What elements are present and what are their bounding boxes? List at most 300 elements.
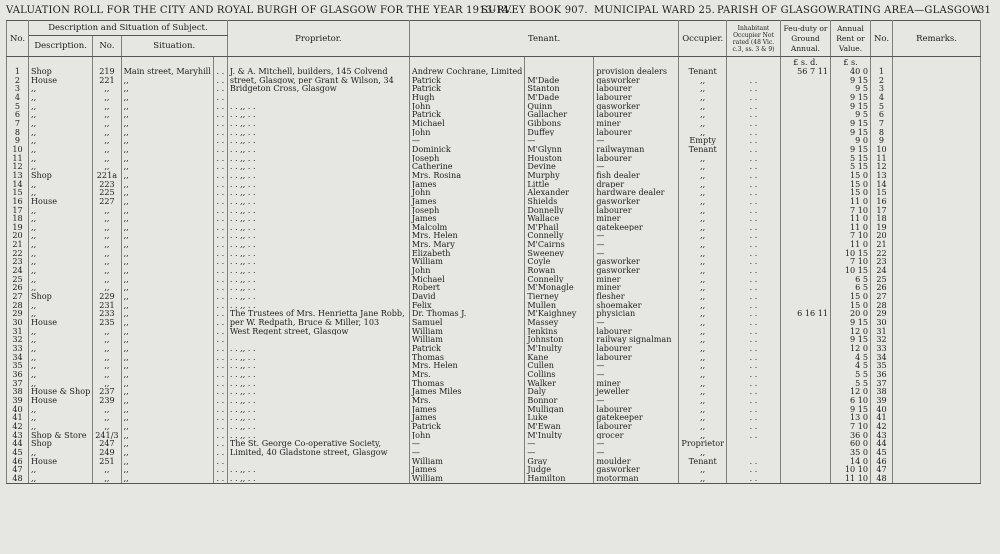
inhabitant-cell: . . [727, 76, 781, 85]
inhabitant-cell: . . [727, 292, 781, 301]
table-row [7, 102, 981, 111]
situation-cell: ,, [121, 136, 213, 145]
rating-area: RATING AREA—GLASGOW [838, 5, 981, 16]
tenant-first-name-cell: Dr. Thomas J. [409, 309, 525, 318]
row-number-right: 7 [871, 119, 893, 128]
proprietor-cell: . . ,, . . [227, 344, 409, 353]
inhabitant-cell: . . [727, 240, 781, 249]
situation-dots-cell: . . [213, 344, 227, 353]
street-number-cell: ,, [93, 119, 121, 128]
table-row [7, 171, 981, 180]
col-no-right: No. [871, 21, 893, 57]
description-cell: ,, [29, 231, 93, 240]
row-number-right: 11 [871, 154, 893, 163]
feu-duty-cell [781, 206, 831, 215]
row-number: 40 [7, 405, 29, 414]
street-number-cell: ,, [93, 128, 121, 137]
occupier-cell: ,, [679, 379, 727, 388]
annual-rent-cell: 9 15 [831, 318, 871, 327]
annual-rent-cell: 5 15 [831, 154, 871, 163]
remarks-cell [893, 197, 981, 206]
row-number: 36 [7, 370, 29, 379]
row-number: 10 [7, 145, 29, 154]
tenant-surname-cell: Shields [525, 197, 594, 206]
remarks-cell [893, 154, 981, 163]
row-number: 41 [7, 413, 29, 422]
table-row [7, 266, 981, 275]
remarks-cell [893, 413, 981, 422]
row-number-right: 12 [871, 162, 893, 171]
situation-cell: ,, [121, 180, 213, 189]
feu-duty-cell [781, 223, 831, 232]
row-number: 8 [7, 128, 29, 137]
proprietor-cell: . . ,, . . [227, 119, 409, 128]
annual-rent-cell: 9 5 [831, 110, 871, 119]
street-number-cell: 235 [93, 318, 121, 327]
situation-cell: ,, [121, 84, 213, 93]
proprietor-cell: . . ,, . . [227, 387, 409, 396]
tenant-occupation-cell: — [594, 396, 679, 405]
row-number: 18 [7, 214, 29, 223]
inhabitant-cell: . . [727, 93, 781, 102]
inhabitant-cell: . . [727, 457, 781, 466]
feu-duty-cell [781, 180, 831, 189]
proprietor-cell: Limited, 40 Gladstone street, Glasgow [227, 448, 409, 457]
feu-duty-cell [781, 214, 831, 223]
occupier-cell: ,, [679, 474, 727, 483]
table-row [7, 84, 981, 93]
feu-duty-cell [781, 76, 831, 85]
street-number-cell: 231 [93, 301, 121, 310]
street-number-cell: ,, [93, 214, 121, 223]
inhabitant-cell: . . [727, 257, 781, 266]
street-number-cell: 219 [93, 67, 121, 76]
annual-rent-cell: 11 10 [831, 474, 871, 483]
street-number-cell: 221 [93, 76, 121, 85]
situation-dots-cell: . . [213, 474, 227, 483]
street-number-cell: ,, [93, 257, 121, 266]
tenant-first-name-cell: Felix [409, 301, 525, 310]
tenant-surname-cell: M'Monagle [525, 283, 594, 292]
col-description-group: Description and Situation of Subject. [29, 21, 228, 36]
description-cell: ,, [29, 327, 93, 336]
tenant-occupation-cell: physician [594, 309, 679, 318]
tenant-occupation-cell: labourer [594, 422, 679, 431]
situation-cell: ,, [121, 309, 213, 318]
annual-rent-cell: 5 5 [831, 379, 871, 388]
row-number: 39 [7, 396, 29, 405]
occupier-cell: ,, [679, 301, 727, 310]
situation-cell: ,, [121, 154, 213, 163]
col-proprietor: Proprietor. [227, 21, 409, 57]
tenant-first-name-cell: Robert [409, 283, 525, 292]
annual-rent-cell: 10 15 [831, 266, 871, 275]
remarks-cell [893, 231, 981, 240]
occupier-cell: ,, [679, 275, 727, 284]
row-number-right: 21 [871, 240, 893, 249]
tenant-surname-cell: M'Cairns [525, 240, 594, 249]
occupier-cell: ,, [679, 353, 727, 362]
tenant-occupation-cell: — [594, 240, 679, 249]
table-row [7, 154, 981, 163]
tenant-first-name-cell: James [409, 465, 525, 474]
annual-rent-cell: 9 0 [831, 136, 871, 145]
tenant-first-name-cell: Michael [409, 119, 525, 128]
situation-cell: ,, [121, 318, 213, 327]
inhabitant-cell: . . [727, 128, 781, 137]
occupier-cell: ,, [679, 431, 727, 440]
situation-dots-cell: . . [213, 231, 227, 240]
situation-dots-cell: . . [213, 457, 227, 466]
parish: PARISH OF GLASGOW. [717, 5, 839, 16]
situation-dots-cell: . . [213, 318, 227, 327]
tenant-occupation-cell: shoemaker [594, 301, 679, 310]
tenant-first-name-cell: Thomas [409, 379, 525, 388]
table-row [7, 214, 981, 223]
roll-title: VALUATION ROLL FOR THE CITY AND ROYAL BURGH OF GLASGOW FOR THE YEAR 1913-14. [6, 5, 513, 16]
table-row [7, 257, 981, 266]
occupier-cell: Tenant [679, 67, 727, 76]
row-number: 25 [7, 275, 29, 284]
feu-duty-cell [781, 353, 831, 362]
col-remarks: Remarks. [893, 21, 981, 57]
situation-dots-cell: . . [213, 93, 227, 102]
row-number-right: 41 [871, 413, 893, 422]
street-number-cell: 221a [93, 171, 121, 180]
table-row [7, 361, 981, 370]
proprietor-cell: . . ,, . . [227, 171, 409, 180]
annual-rent-cell: 7 10 [831, 422, 871, 431]
situation-dots-cell: . . [213, 180, 227, 189]
inhabitant-cell: . . [727, 231, 781, 240]
remarks-cell [893, 119, 981, 128]
annual-rent-cell: 13 0 [831, 413, 871, 422]
inhabitant-cell: . . [727, 197, 781, 206]
row-number: 21 [7, 240, 29, 249]
proprietor-cell: . . ,, . . [227, 128, 409, 137]
table-row [7, 379, 981, 388]
tenant-first-name-cell: Joseph [409, 154, 525, 163]
row-number-right: 43 [871, 431, 893, 440]
situation-dots-cell: . . [213, 413, 227, 422]
situation-dots-cell: . . [213, 76, 227, 85]
description-cell: ,, [29, 154, 93, 163]
street-number-cell: ,, [93, 344, 121, 353]
situation-cell: ,, [121, 102, 213, 111]
annual-rent-cell: 36 0 [831, 431, 871, 440]
tenant-surname-cell: Kane [525, 353, 594, 362]
annual-rent-cell: 10 15 [831, 249, 871, 258]
remarks-cell [893, 145, 981, 154]
occupier-cell: ,, [679, 396, 727, 405]
table-row [7, 344, 981, 353]
remarks-cell [893, 353, 981, 362]
row-number-right: 45 [871, 448, 893, 457]
description-cell: ,, [29, 422, 93, 431]
table-row [7, 318, 981, 327]
street-number-cell: 249 [93, 448, 121, 457]
table-row [7, 136, 981, 145]
feu-duty-cell [781, 396, 831, 405]
annual-rent-cell: 20 0 [831, 309, 871, 318]
street-number-cell: 233 [93, 309, 121, 318]
col-tenant: Tenant. [409, 21, 679, 57]
situation-dots-cell: . . [213, 214, 227, 223]
table-row [7, 128, 981, 137]
tenant-occupation-cell: — [594, 249, 679, 258]
situation-cell: ,, [121, 379, 213, 388]
feu-duty-cell [781, 457, 831, 466]
tenant-surname-cell: Walker [525, 379, 594, 388]
table-row [7, 396, 981, 405]
table-row [7, 387, 981, 396]
proprietor-cell: . . ,, . . [227, 249, 409, 258]
tenant-first-name-cell: David [409, 292, 525, 301]
row-number-right: 19 [871, 223, 893, 232]
proprietor-cell: West Regent street, Glasgow [227, 327, 409, 336]
remarks-cell [893, 327, 981, 336]
remarks-cell [893, 405, 981, 414]
occupier-cell: ,, [679, 231, 727, 240]
feu-duty-cell [781, 171, 831, 180]
feu-duty-cell [781, 361, 831, 370]
inhabitant-cell: . . [727, 413, 781, 422]
inhabitant-cell: . . [727, 180, 781, 189]
street-number-cell: ,, [93, 283, 121, 292]
tenant-surname-cell: M'Dade [525, 76, 594, 85]
situation-cell: ,, [121, 370, 213, 379]
tenant-surname-cell: Stanton [525, 84, 594, 93]
description-cell: Shop [29, 67, 93, 76]
tenant-occupation-cell: miner [594, 214, 679, 223]
table-row [7, 448, 981, 457]
tenant-occupation-cell: labourer [594, 344, 679, 353]
remarks-cell [893, 206, 981, 215]
street-number-cell: 225 [93, 188, 121, 197]
tenant-occupation-cell: miner [594, 379, 679, 388]
proprietor-cell: . . ,, . . [227, 240, 409, 249]
occupier-cell: ,, [679, 318, 727, 327]
tenant-surname-cell: Little [525, 180, 594, 189]
proprietor-cell: . . ,, . . [227, 370, 409, 379]
proprietor-cell [227, 457, 409, 466]
situation-dots-cell: . . [213, 387, 227, 396]
proprietor-cell: street, Glasgow, per Grant & Wilson, 34 [227, 76, 409, 85]
description-cell: House [29, 457, 93, 466]
situation-dots-cell: . . [213, 84, 227, 93]
street-number-cell: ,, [93, 422, 121, 431]
tenant-surname-cell: Murphy [525, 171, 594, 180]
row-number-right: 2 [871, 76, 893, 85]
table-row [7, 223, 981, 232]
inhabitant-cell: . . [727, 249, 781, 258]
street-number-cell: ,, [93, 249, 121, 258]
tenant-surname-cell: Houston [525, 154, 594, 163]
situation-cell: ,, [121, 439, 213, 448]
remarks-cell [893, 465, 981, 474]
situation-cell: ,, [121, 110, 213, 119]
tenant-occupation-cell: hardware dealer [594, 188, 679, 197]
col-situation: Situation. [121, 36, 227, 57]
tenant-first-name-cell: James [409, 405, 525, 414]
annual-rent-cell: 6 5 [831, 283, 871, 292]
tenant-first-name-cell: Mrs. [409, 396, 525, 405]
tenant-first-name-cell: Andrew Cochrane, Limited [409, 67, 525, 76]
remarks-cell [893, 102, 981, 111]
situation-cell: ,, [121, 353, 213, 362]
tenant-surname-cell: — [525, 136, 594, 145]
feu-duty-cell [781, 93, 831, 102]
remarks-cell [893, 318, 981, 327]
feu-duty-cell [781, 413, 831, 422]
inhabitant-cell: . . [727, 214, 781, 223]
row-number: 37 [7, 379, 29, 388]
tenant-first-name-cell: John [409, 431, 525, 440]
tenant-surname-cell: Bonnor [525, 396, 594, 405]
annual-rent-cell: 15 0 [831, 171, 871, 180]
inhabitant-cell: . . [727, 275, 781, 284]
tenant-surname-cell: M'Inulty [525, 431, 594, 440]
description-cell: ,, [29, 110, 93, 119]
situation-cell: ,, [121, 405, 213, 414]
description-cell: House [29, 396, 93, 405]
remarks-cell [893, 188, 981, 197]
annual-rent-cell: 15 0 [831, 180, 871, 189]
annual-rent-cell: 9 15 [831, 76, 871, 85]
row-number: 30 [7, 318, 29, 327]
remarks-cell [893, 136, 981, 145]
situation-dots-cell: . . [213, 136, 227, 145]
occupier-cell: Empty [679, 136, 727, 145]
tenant-first-name-cell: Thomas [409, 353, 525, 362]
tenant-first-name-cell: William [409, 474, 525, 483]
description-cell: ,, [29, 275, 93, 284]
table-row [7, 240, 981, 249]
tenant-first-name-cell: William [409, 257, 525, 266]
description-cell: ,, [29, 206, 93, 215]
inhabitant-cell: . . [727, 154, 781, 163]
tenant-surname-cell: Johnston [525, 335, 594, 344]
row-number-right: 3 [871, 84, 893, 93]
description-cell: ,, [29, 188, 93, 197]
description-cell: ,, [29, 136, 93, 145]
annual-rent-cell: 35 0 [831, 448, 871, 457]
proprietor-cell: . . ,, . . [227, 110, 409, 119]
tenant-occupation-cell: motorman [594, 474, 679, 483]
row-number-right: 14 [871, 180, 893, 189]
annual-rent-cell: 15 0 [831, 188, 871, 197]
occupier-cell: ,, [679, 206, 727, 215]
tenant-first-name-cell: Joseph [409, 206, 525, 215]
description-cell: ,, [29, 370, 93, 379]
tenant-first-name-cell: Patrick [409, 76, 525, 85]
tenant-surname-cell: M'Phail [525, 223, 594, 232]
row-number-right: 32 [871, 335, 893, 344]
table-row [7, 465, 981, 474]
situation-dots-cell: . . [213, 249, 227, 258]
inhabitant-cell: . . [727, 361, 781, 370]
proprietor-cell: . . ,, . . [227, 231, 409, 240]
table-row [7, 93, 981, 102]
remarks-cell [893, 292, 981, 301]
feu-duty-cell [781, 327, 831, 336]
row-number-right: 16 [871, 197, 893, 206]
feu-duty-cell [781, 448, 831, 457]
feu-duty-cell [781, 405, 831, 414]
feu-duty-cell [781, 439, 831, 448]
table-row [7, 370, 981, 379]
tenant-first-name-cell: Patrick [409, 110, 525, 119]
inhabitant-cell: . . [727, 223, 781, 232]
tenant-occupation-cell: labourer [594, 206, 679, 215]
description-cell: Shop & Store [29, 431, 93, 440]
annual-rent-cell: 9 5 [831, 84, 871, 93]
tenant-first-name-cell: James Miles [409, 387, 525, 396]
proprietor-cell: . . ,, . . [227, 223, 409, 232]
street-number-cell: 223 [93, 180, 121, 189]
inhabitant-cell: . . [727, 474, 781, 483]
row-number: 13 [7, 171, 29, 180]
tenant-surname-cell [525, 67, 594, 76]
remarks-cell [893, 240, 981, 249]
proprietor-cell: . . ,, . . [227, 413, 409, 422]
tenant-surname-cell: M'Dade [525, 93, 594, 102]
street-number-cell: ,, [93, 93, 121, 102]
situation-cell: ,, [121, 240, 213, 249]
row-number-right: 5 [871, 102, 893, 111]
tenant-occupation-cell: flesher [594, 292, 679, 301]
occupier-cell: ,, [679, 93, 727, 102]
situation-cell: ,, [121, 257, 213, 266]
row-number: 29 [7, 309, 29, 318]
description-cell: ,, [29, 335, 93, 344]
situation-cell: ,, [121, 76, 213, 85]
row-number-right: 46 [871, 457, 893, 466]
annual-rent-cell: 15 0 [831, 301, 871, 310]
inhabitant-cell: . . [727, 309, 781, 318]
description-cell: ,, [29, 448, 93, 457]
feu-duty-cell [781, 275, 831, 284]
inhabitant-cell: . . [727, 387, 781, 396]
remarks-cell [893, 448, 981, 457]
table-row [7, 457, 981, 466]
row-number: 23 [7, 257, 29, 266]
feu-duty-cell [781, 128, 831, 137]
description-cell: House [29, 197, 93, 206]
situation-dots-cell: . . [213, 154, 227, 163]
table-row [7, 292, 981, 301]
row-number-right: 30 [871, 318, 893, 327]
situation-dots-cell: . . [213, 197, 227, 206]
description-cell: ,, [29, 301, 93, 310]
row-number-right: 9 [871, 136, 893, 145]
row-number: 47 [7, 465, 29, 474]
remarks-cell [893, 457, 981, 466]
street-number-cell: 247 [93, 439, 121, 448]
row-number-right: 25 [871, 275, 893, 284]
situation-dots-cell: . . [213, 67, 227, 76]
row-number-right: 17 [871, 206, 893, 215]
description-cell: ,, [29, 240, 93, 249]
street-number-cell: ,, [93, 266, 121, 275]
description-cell: House [29, 318, 93, 327]
situation-cell: ,, [121, 93, 213, 102]
annual-rent-cell: 6 10 [831, 396, 871, 405]
occupier-cell: ,, [679, 128, 727, 137]
proprietor-cell: . . ,, . . [227, 361, 409, 370]
annual-rent-cell: 11 0 [831, 240, 871, 249]
situation-dots-cell: . . [213, 171, 227, 180]
